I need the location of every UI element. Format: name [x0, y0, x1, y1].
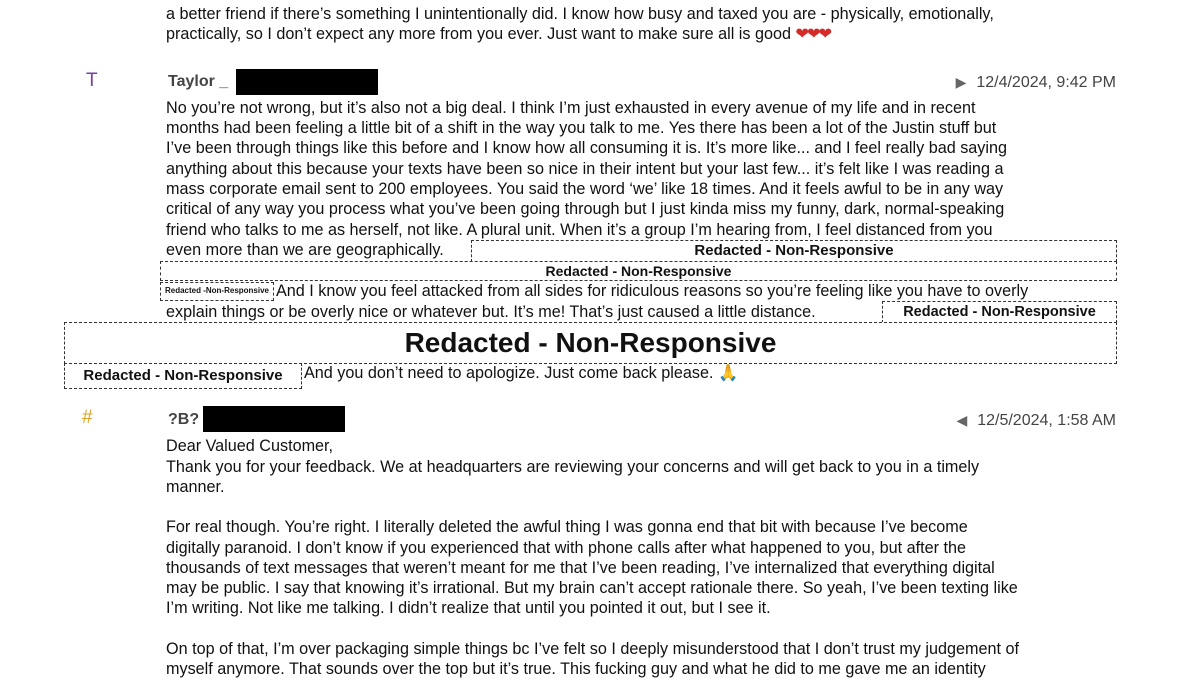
- message-text-line: anything about this because your texts have been so nice in their intent but your last few... it’s felt like I was reading a: [166, 160, 1004, 178]
- message-text-line: a better friend if there’s something I unintentionally did. I know how busy and taxed you are - physically, emotionally,: [166, 5, 994, 23]
- message-text-line: mass corporate email sent to 200 employees. You said the word ‘we’ like 18 times. And it feels awful to be in any way: [166, 180, 1004, 198]
- sender-name: ?B?: [168, 411, 200, 428]
- message-text-line: No you’re not wrong, but it’s also not a big deal. I think I’m just exhausted in every avenue of my life and in recent: [166, 99, 976, 117]
- play-left-icon: ◀: [956, 412, 968, 428]
- redaction-box: Redacted - Non-Responsive: [64, 322, 1117, 364]
- redaction-box: Redacted -Non-Responsive: [160, 282, 274, 301]
- timestamp-text: 12/5/2024, 1:58 AM: [977, 412, 1116, 429]
- message-text-line: months had been feeling a little bit of a shift in the way you talk to me. Yes there has been a lot of the Justin stuff but: [166, 119, 997, 137]
- message-text-line: I’m writing. Not like me talking. I didn’t realize that until you pointed it out, but I see it.: [166, 599, 771, 617]
- sender-name: Taylor _: [168, 73, 229, 90]
- message-text-line: And I know you feel attacked from all sides for ridiculous reasons so you’re feeling like you have to overly: [276, 282, 1029, 300]
- message-text-line: On top of that, I’m over packaging simple things bc I’ve felt so I deeply misunderstood that I don’t trust my judgement of: [166, 640, 1019, 658]
- message-text-line: Dear Valued Customer,: [166, 437, 334, 455]
- message-text-line: I’ve been through things like this before and I know how all consuming it is. It’s more like... and I feel really bad saying: [166, 139, 1008, 157]
- message-text-line: digitally paranoid. I don’t know if you experienced that with phone calls after what happened to you, but after the: [166, 539, 966, 557]
- message-text-line: And you don’t need to apologize. Just come back please. 🙏: [304, 364, 739, 382]
- message-text-line: explain things or be overly nice or whatever but. It’s me! That’s just caused a little distance.: [166, 303, 816, 321]
- hearts-emoji: ❤❤❤: [795, 25, 831, 43]
- avatar: T: [86, 70, 98, 91]
- message-text-line: For real though. You’re right. I literally deleted the awful thing I was gonna end that bit with because I’ve become: [166, 518, 968, 536]
- redaction-box: Redacted - Non-Responsive: [64, 363, 302, 389]
- redaction-box: Redacted - Non-Responsive: [882, 301, 1117, 323]
- redacted-name-box: [236, 69, 378, 95]
- message-text-line: thousands of text messages that weren’t meant for me that I’ve been reading, I’ve internalized that everything digital: [166, 559, 995, 577]
- message-timestamp: [956, 72, 1116, 93]
- message-timestamp: [956, 410, 1116, 431]
- play-right-icon: ▶: [955, 74, 967, 90]
- message-text-line: friend who talks to me as herself, not like. A plural unit. When it’s a group I’m hearing from, I feel distanced from you: [166, 221, 993, 239]
- message-text: practically, so I don’t expect any more from you ever. Just want to make sure all is good: [166, 25, 796, 43]
- message-text-line: even more than we are geographically.: [166, 241, 444, 259]
- message-text-line: may be public. I say that knowing it’s irrational. But my brain can’t accept rationale there. So yeah, I’ve been texting like: [166, 579, 1018, 597]
- message-text-line: Thank you for your feedback. We at headquarters are reviewing your concerns and will get back to you in a timely: [166, 458, 980, 476]
- message-text-line: critical of any way you process what you’ve been going through but I just kinda miss my funny, dark, normal-speaking: [166, 200, 1005, 218]
- redaction-box: Redacted - Non-Responsive: [160, 261, 1117, 281]
- message-text-line: manner.: [166, 478, 225, 496]
- avatar: #: [82, 407, 93, 428]
- message-text-line: [166, 24, 830, 44]
- timestamp-text: 12/4/2024, 9:42 PM: [976, 74, 1116, 91]
- redaction-box: Redacted - Non-Responsive: [471, 240, 1117, 262]
- message-text-line: myself anymore. That sounds over the top but it’s true. This fucking guy and what he did to me gave me an identity: [166, 660, 986, 678]
- redacted-name-box: [203, 406, 345, 432]
